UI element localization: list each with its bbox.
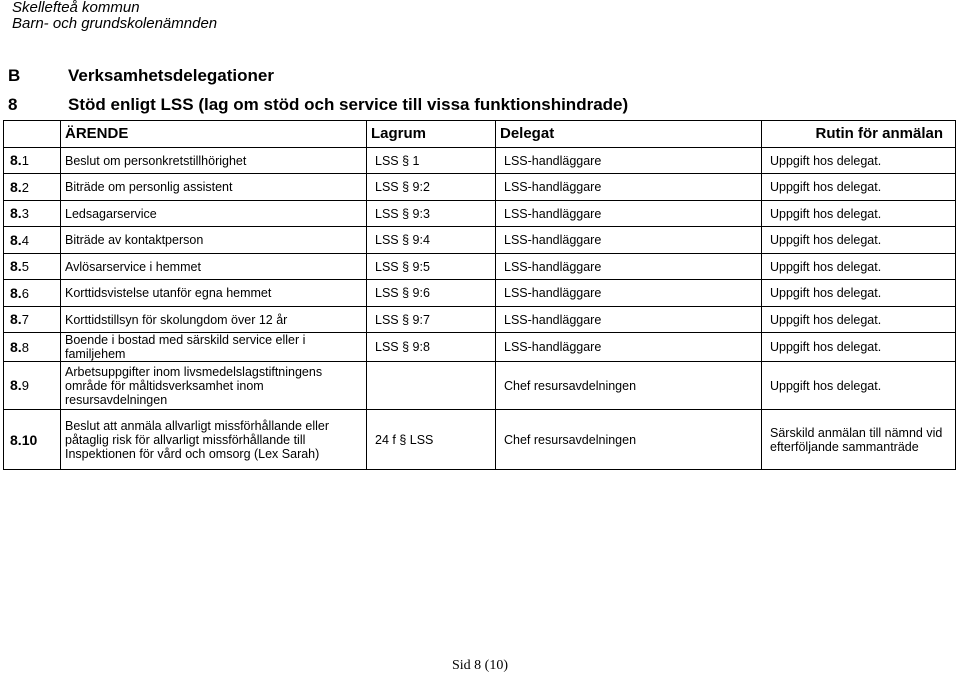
routine-text: Uppgift hos delegat. [770, 206, 882, 221]
header-lagrum: Lagrum [367, 121, 496, 148]
row-number [4, 410, 61, 470]
row-number [4, 227, 61, 254]
table-row [4, 254, 956, 280]
row-number-prefix: 8. [10, 178, 22, 195]
row-number-prefix: 8. [10, 152, 22, 168]
matter-text: familjehem [65, 347, 126, 361]
law-cell [367, 280, 496, 307]
law-cell [367, 148, 496, 174]
matter-text: Biträde om personlig assistent [65, 180, 233, 194]
routine-cell [762, 280, 956, 307]
matter-cell [61, 362, 367, 410]
routine-text: Uppgift hos delegat. [770, 340, 882, 354]
section-title: Verksamhetsdelegationer [68, 66, 274, 85]
matter-text: Avlösarservice i hemmet [65, 259, 201, 274]
organization-name: Skellefteå kommun [12, 0, 140, 16]
law-cell [367, 174, 496, 201]
delegate-text: LSS-handläggare [504, 259, 602, 274]
subsection-number: 8 [8, 95, 18, 114]
matter-cell [61, 254, 367, 280]
matter-cell [61, 174, 367, 201]
routine-cell [762, 410, 956, 470]
routine-cell [762, 227, 956, 254]
routine-cell [762, 333, 956, 362]
page-number: Sid 8 (10) [452, 658, 508, 673]
row-number-suffix: 5 [21, 259, 29, 274]
routine-cell [762, 362, 956, 410]
table-row [4, 280, 956, 307]
row-number-prefix: 8. [10, 258, 22, 274]
matter-text: Inspektionen för vård och omsorg (Lex Sarah) [65, 446, 320, 461]
row-number-prefix: 8. [10, 284, 22, 301]
row-number [4, 148, 61, 174]
delegate-cell [496, 280, 762, 307]
routine-cell [762, 201, 956, 227]
row-number [4, 307, 61, 333]
matter-cell [61, 280, 367, 307]
delegate-text: LSS-handläggare [504, 233, 602, 247]
board-name: Barn- och grundskolenämnden [12, 15, 218, 32]
law-text: LSS § 9:4 [375, 233, 430, 247]
row-number-suffix: 10 [21, 431, 38, 448]
law-text: LSS § 9:3 [375, 206, 430, 221]
table-row [4, 174, 956, 201]
table-row [4, 201, 956, 227]
row-number-suffix: 3 [21, 206, 29, 221]
delegate-text: LSS-handläggare [504, 286, 602, 300]
routine-text: Uppgift hos delegat. [770, 233, 882, 247]
delegate-cell [496, 174, 762, 201]
law-cell [367, 333, 496, 362]
law-cell [367, 227, 496, 254]
law-text: LSS § 9:8 [375, 340, 430, 354]
row-number-suffix: 9 [21, 378, 29, 393]
table-row [4, 333, 956, 362]
subsection-title: Stöd enligt LSS (lag om stöd och service till vissa funktionshindrade) [68, 95, 629, 114]
delegate-text: Chef resursavdelningen [504, 378, 637, 393]
table-row [4, 227, 956, 254]
law-cell [367, 307, 496, 333]
row-number-prefix: 8. [10, 338, 22, 355]
matter-text: Beslut att anmäla allvarligt missförhållande eller [65, 418, 330, 433]
matter-cell [61, 201, 367, 227]
row-number [4, 254, 61, 280]
row-number-suffix: 2 [21, 179, 29, 195]
matter-text: Ledsagarservice [65, 206, 157, 221]
document-header [12, 0, 217, 32]
matter-text: resursavdelningen [65, 392, 168, 407]
routine-text: Uppgift hos delegat. [770, 312, 882, 327]
law-text: 24 f § LSS [375, 432, 434, 447]
routine-cell [762, 307, 956, 333]
matter-text: Korttidsvistelse utanför egna hemmet [65, 286, 272, 300]
header-delegat: Delegat [496, 121, 762, 148]
matter-cell [61, 227, 367, 254]
row-number-prefix: 8. [10, 311, 22, 327]
routine-cell [762, 148, 956, 174]
header-arende: ÄRENDE [61, 121, 367, 148]
delegate-text: Chef resursavdelningen [504, 432, 637, 447]
law-text: LSS § 9:6 [375, 286, 430, 300]
section-letter: B [8, 66, 21, 85]
law-cell [367, 254, 496, 280]
delegate-text: LSS-handläggare [504, 312, 602, 327]
delegate-cell [496, 333, 762, 362]
table-row [4, 307, 956, 333]
row-number-prefix: 8. [10, 377, 22, 393]
matter-text: Arbetsuppgifter inom livsmedelslagstiftningens [65, 364, 323, 379]
delegate-cell [496, 307, 762, 333]
delegate-text: LSS-handläggare [504, 206, 602, 221]
matter-text: Korttidstillsyn för skolungdom över 12 år [65, 312, 288, 327]
delegate-text: LSS-handläggare [504, 180, 602, 194]
delegate-text: LSS-handläggare [504, 340, 602, 354]
table-row [4, 362, 956, 410]
table-row [4, 148, 956, 174]
row-number-suffix: 1 [21, 153, 29, 168]
law-text: LSS § 9:5 [375, 259, 430, 274]
matter-text: Beslut om personkretstillhörighet [65, 153, 247, 168]
routine-cell [762, 174, 956, 201]
matter-cell [61, 307, 367, 333]
law-text: LSS § 9:7 [375, 312, 430, 327]
delegation-table [3, 120, 956, 470]
matter-cell [61, 333, 367, 362]
row-number [4, 333, 61, 362]
row-number-prefix: 8. [10, 231, 22, 248]
row-number-prefix: 8. [10, 205, 22, 221]
law-text: LSS § 9:2 [375, 180, 430, 194]
row-number-suffix: 4 [21, 232, 29, 248]
row-number-suffix: 7 [21, 312, 29, 327]
law-cell [367, 410, 496, 470]
row-number [4, 174, 61, 201]
row-number-suffix: 8 [21, 339, 29, 355]
row-number [4, 362, 61, 410]
matter-cell [61, 148, 367, 174]
table-header-row [4, 121, 956, 148]
row-number [4, 201, 61, 227]
table-row [4, 410, 956, 470]
matter-text: Boende i bostad med särskild service eller i [65, 333, 306, 347]
row-number-suffix: 6 [21, 285, 29, 301]
routine-text: Uppgift hos delegat. [770, 153, 882, 168]
law-cell [367, 362, 496, 410]
matter-text: påtaglig risk för allvarligt missförhållande till [65, 432, 306, 447]
routine-text: Uppgift hos delegat. [770, 286, 882, 300]
matter-text: Biträde av kontaktperson [65, 233, 204, 247]
routine-text: Särskild anmälan till nämnd vid [770, 425, 943, 440]
delegate-cell [496, 148, 762, 174]
matter-cell [61, 410, 367, 470]
routine-text: Uppgift hos delegat. [770, 180, 882, 194]
law-cell [367, 201, 496, 227]
routine-text: Uppgift hos delegat. [770, 259, 882, 274]
law-text: LSS § 1 [375, 153, 420, 168]
header-rutin: Rutin för anmälan [762, 121, 956, 148]
delegate-cell [496, 227, 762, 254]
delegate-cell [496, 254, 762, 280]
routine-text: efterföljande sammanträde [770, 439, 919, 454]
routine-text: Uppgift hos delegat. [770, 378, 882, 393]
delegate-cell [496, 410, 762, 470]
row-number-prefix: 8. [10, 431, 22, 448]
delegate-text: LSS-handläggare [504, 153, 602, 168]
matter-text: område för måltidsverksamhet inom [65, 378, 264, 393]
routine-cell [762, 254, 956, 280]
delegate-cell [496, 362, 762, 410]
row-number [4, 280, 61, 307]
delegate-cell [496, 201, 762, 227]
